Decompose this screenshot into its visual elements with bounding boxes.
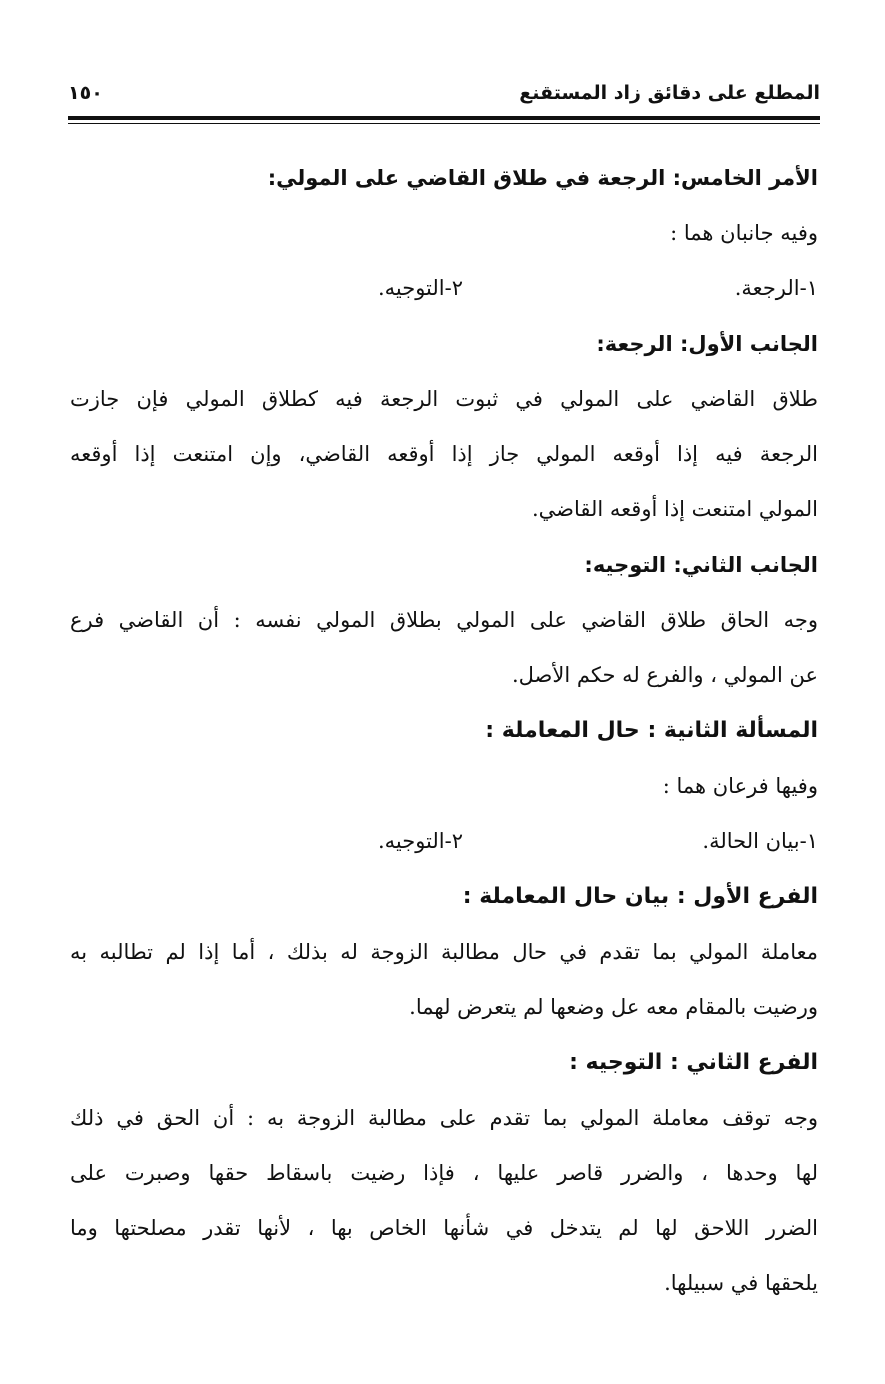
subsection-heading: الجانب الأول: الرجعة:: [596, 332, 818, 356]
section-heading: الأمر الخامس: الرجعة في طلاق القاضي على المولي:: [267, 166, 818, 190]
paragraph-line: وجه توقف معاملة المولي بما تقدم على مطالبة الزوجة به : أن الحق في ذلك: [70, 1106, 818, 1130]
header-rule-thin: [68, 123, 820, 124]
list-item: ٢-التوجيه.: [377, 829, 463, 853]
paragraph-line: ورضيت بالمقام معه عل وضعها لم يتعرض لهما.: [409, 995, 818, 1019]
list-item: ١-الرجعة.: [734, 276, 818, 300]
list-item: ١-بيان الحالة.: [702, 829, 818, 853]
running-header: [68, 82, 820, 112]
page-number: ١٥٠: [68, 82, 103, 104]
paragraph-line: معاملة المولي بما تقدم في حال مطالبة الزوجة له بذلك ، أما إذا لم تطالبه به: [70, 940, 818, 964]
book-title: المطلع على دقائق زاد المستقنع: [519, 82, 820, 104]
page-body: [70, 150, 818, 1311]
paragraph-line: عن المولي ، والفرع له حكم الأصل.: [511, 663, 818, 687]
intro-line: وفيه جانبان هما :: [670, 221, 818, 245]
paragraph-line: وجه الحاق طلاق القاضي على المولي بطلاق المولي نفسه : أن القاضي فرع: [70, 608, 818, 632]
header-rule-thick: [68, 116, 820, 120]
intro-line: وفيها فرعان هما :: [662, 774, 818, 798]
subsection-heading: الجانب الثاني: التوجيه:: [584, 553, 818, 577]
paragraph-line: طلاق القاضي على المولي في ثبوت الرجعة فيه كطلاق المولي فإن جازت: [70, 387, 818, 411]
paragraph-line: المولي امتنعت إذا أوقعه القاضي.: [531, 497, 818, 521]
numbered-list: [70, 261, 818, 316]
subsection-heading: الفرع الأول : بيان حال المعاملة :: [462, 884, 818, 909]
paragraph-line: لها وحدها ، والضرر قاصر عليها ، فإذا رضيت باسقاط حقها وصبرت على: [70, 1161, 818, 1185]
paragraph-line: الرجعة فيه إذا أوقعه المولي جاز إذا أوقعه القاضي، وإن امتنعت إذا أوقعه: [70, 442, 818, 466]
paragraph-line: الضرر اللاحق لها لم يتدخل في شأنها الخاص بها ، لأنها تقدر مصلحتها وما: [70, 1216, 818, 1240]
list-item: ٢-التوجيه.: [377, 276, 463, 300]
subsection-heading: الفرع الثاني : التوجيه :: [569, 1050, 818, 1075]
section-heading: المسألة الثانية : حال المعاملة :: [485, 718, 818, 743]
numbered-list: [70, 814, 818, 869]
paragraph-line: يلحقها في سبيلها.: [664, 1271, 818, 1295]
